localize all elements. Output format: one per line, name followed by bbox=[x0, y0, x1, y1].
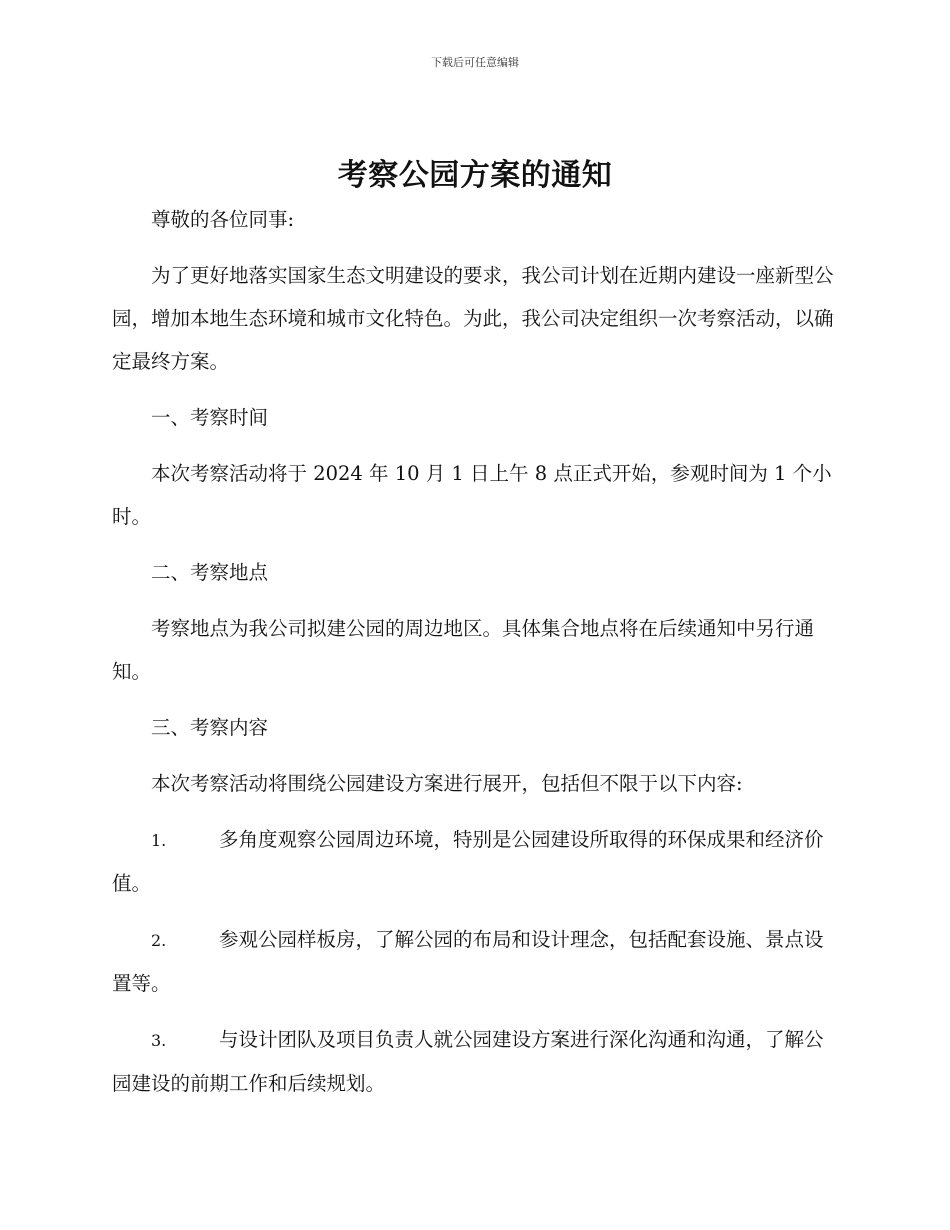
list-item bbox=[112, 918, 834, 1005]
header-note: 下载后可任意编辑 bbox=[431, 56, 519, 69]
list-number: 2. bbox=[151, 931, 167, 950]
section-heading-time: 一、考察时间 bbox=[151, 406, 269, 429]
section-text-content: 本次考察活动将围绕公园建设方案进行展开，包括但不限于以下内容: bbox=[151, 772, 743, 795]
greeting: 尊敬的各位同事: bbox=[151, 208, 295, 231]
list-item bbox=[112, 1018, 834, 1105]
section-text-time: 本次考察活动将于 2024 年 10 月 1 日上午 8 点正式开始，参观时间为 1 个小时。 bbox=[112, 462, 832, 528]
list-text: 多角度观察公园周边环境，特别是公园建设所取得的环保成果和经济价值。 bbox=[112, 828, 824, 895]
list-number: 1. bbox=[151, 831, 167, 850]
section-heading-content: 三、考察内容 bbox=[151, 716, 269, 739]
list-item bbox=[112, 818, 834, 905]
intro-paragraph: 为了更好地落实国家生态文明建设的要求，我公司计划在近期内建设一座新型公园，增加本地生态环境和城市文化特色。为此，我公司决定组织一次考察活动，以确定最终方案。 bbox=[112, 264, 834, 373]
list-number: 3. bbox=[151, 1031, 167, 1050]
section-text-location: 考察地点为我公司拟建公园的周边地区。具体集合地点将在后续通知中另行通知。 bbox=[112, 617, 815, 683]
list-text: 与设计团队及项目负责人就公园建设方案进行深化沟通和沟通，了解公园建设的前期工作和后续规划。 bbox=[112, 1028, 824, 1095]
document-title: 考察公园方案的通知 bbox=[337, 158, 613, 193]
section-heading-location: 二、考察地点 bbox=[151, 561, 269, 584]
document-body bbox=[112, 198, 834, 1118]
list-text: 参观公园样板房，了解公园的布局和设计理念，包括配套设施、景点设置等。 bbox=[112, 928, 824, 995]
